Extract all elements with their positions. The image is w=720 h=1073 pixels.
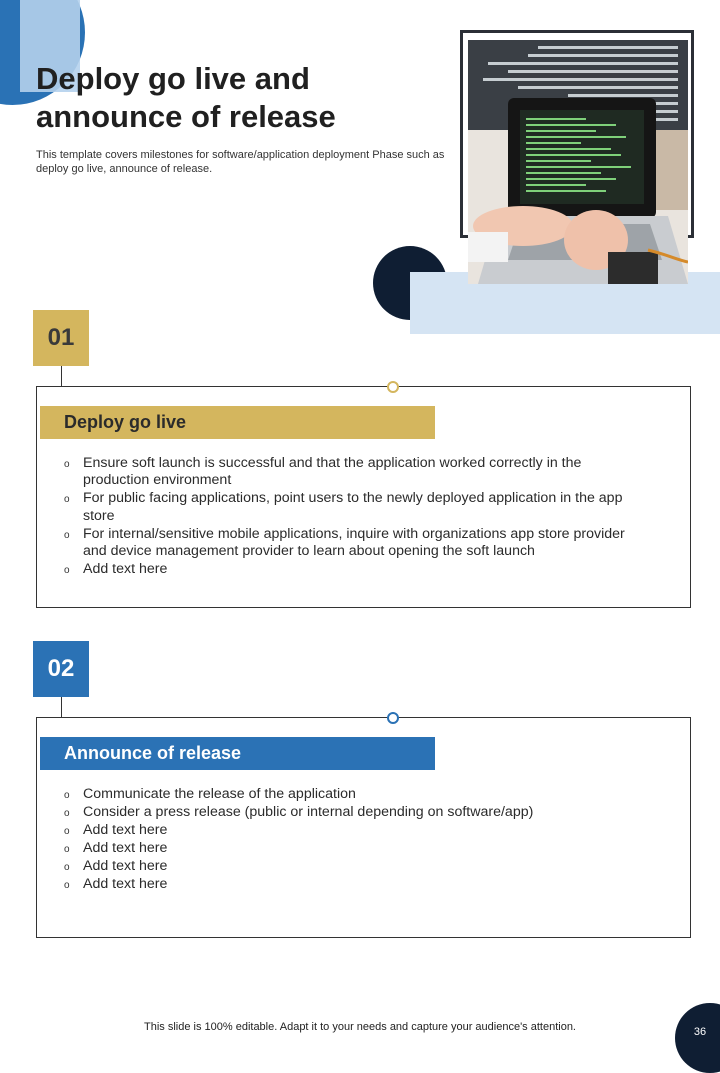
page-number: 36 [693, 1026, 707, 1038]
timeline-dot [387, 381, 399, 393]
connector-line [61, 366, 62, 386]
laptop-photo [468, 40, 688, 284]
timeline-dot [387, 712, 399, 724]
bullet-marker: o [64, 844, 70, 855]
bullet-marker: o [64, 494, 70, 506]
footer-note: This slide is 100% editable. Adapt it to your needs and capture your audience's attention. [144, 1021, 576, 1033]
section-number-01: 01 [33, 310, 89, 366]
list-item: o Add text here [62, 876, 632, 893]
list-item: o For internal/sensitive mobile applications, inquire with organizations app store provider and device management provider to learn about opening the soft launch [64, 525, 625, 560]
list-item: o Add text here [62, 858, 632, 875]
list-item: o Add text here [62, 822, 632, 839]
section-title-announce: Announce of release [40, 737, 435, 770]
page-subtitle: This template covers milestones for software/application deployment Phase such as deploy go live, announce of release. [36, 149, 445, 175]
bullet-marker: o [64, 459, 70, 470]
bullet-marker: o [64, 826, 70, 837]
connector-line [61, 697, 62, 717]
list-item: o Add text here [62, 840, 632, 857]
hands-typing-on-laptop-icon [468, 40, 688, 284]
bullet-list-deploy [62, 455, 632, 579]
page-number-badge [675, 1003, 720, 1073]
bullet-marker: o [64, 808, 70, 819]
bullet-marker: o [64, 862, 70, 873]
section-number-02: 02 [33, 641, 89, 697]
bullet-list-announce [62, 786, 632, 894]
list-item: o Ensure soft launch is successful and that the application worked correctly in the production environment [64, 455, 582, 489]
bullet-marker: o [64, 565, 70, 577]
bullet-marker: o [64, 880, 70, 891]
list-item: o Consider a press release (public or internal depending on software/app) [62, 804, 632, 821]
section-title-deploy: Deploy go live [40, 406, 435, 439]
bullet-marker: o [64, 529, 70, 541]
list-item: o For public facing applications, point users to the newly deployed application in the app store [64, 490, 623, 524]
page-title: Deploy go live and announce of release [36, 61, 336, 134]
list-item: o Add text here [62, 561, 632, 578]
bullet-marker: o [64, 790, 70, 801]
list-item: o Communicate the release of the application [62, 786, 632, 803]
